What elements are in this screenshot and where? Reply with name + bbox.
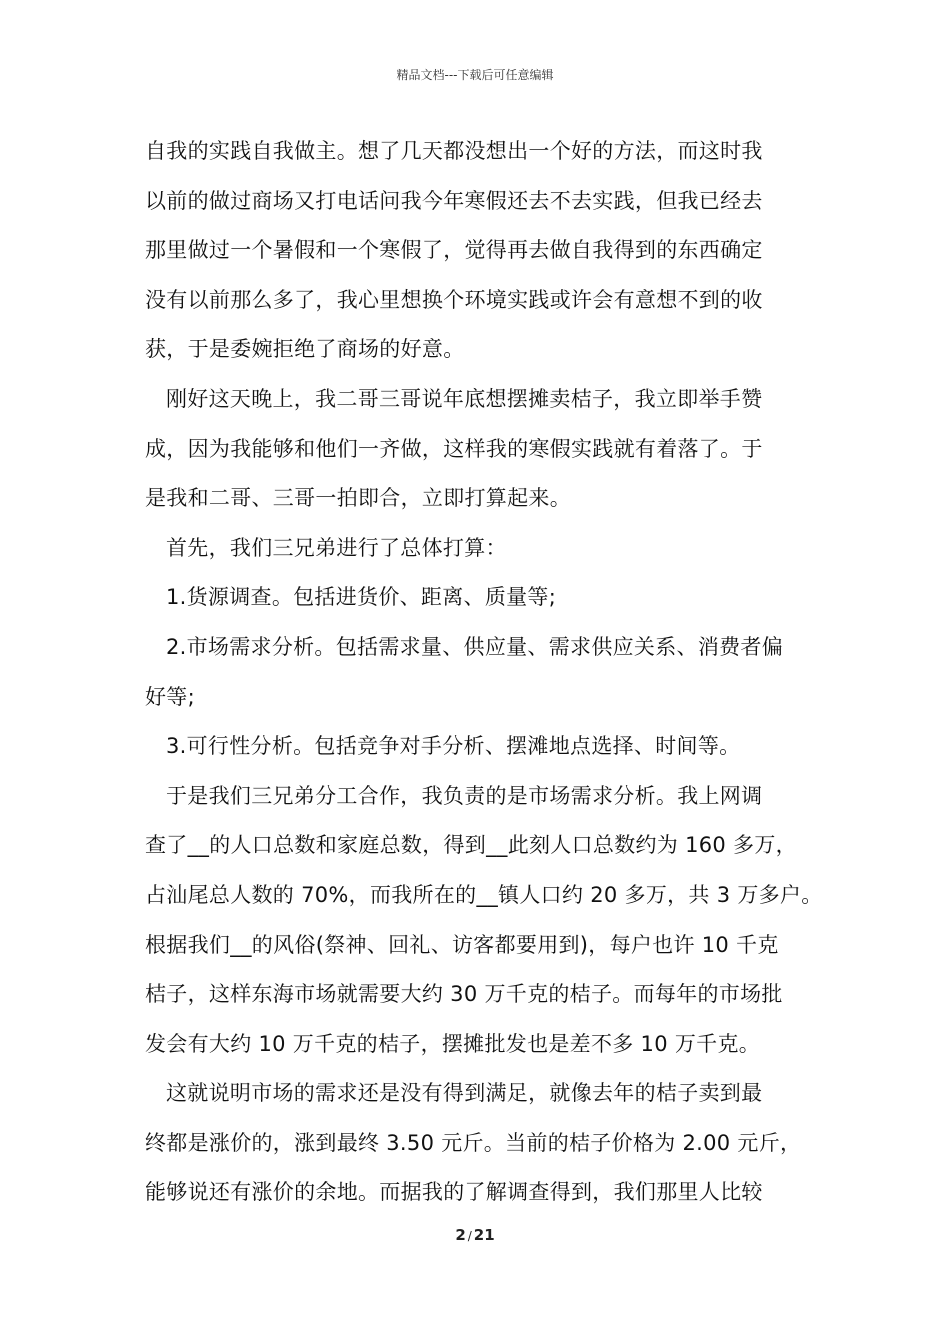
text-line: 这就说明市场的需求还是没有得到满足，就像去年的桔子卖到最 [166, 1081, 763, 1106]
text-line: 好等; [145, 684, 195, 709]
text-line: 于是我们三兄弟分工合作，我负责的是市场需求分析。我上网调 [166, 783, 763, 808]
text-line: 没有以前那么多了，我心里想换个环境实践或许会有意想不到的收 [145, 287, 763, 312]
text-line: 3.可行性分析。包括竞争对手分析、摆滩地点选择、时间等。 [166, 734, 741, 759]
text-line: 终都是涨价的，涨到最终 3.50 元斤。当前的桔子价格为 2.00 元斤， [145, 1130, 802, 1155]
text-line: 首先，我们三兄弟进行了总体打算： [166, 535, 507, 560]
text-line: 获，于是委婉拒绝了商场的好意。 [145, 337, 465, 362]
page-header: 精品文档---下载后可任意编辑 [396, 68, 554, 82]
page-number [0, 1226, 950, 1244]
text-line: 那里做过一个暑假和一个寒假了，觉得再去做自我得到的东西确定 [145, 238, 763, 263]
text-line: 是我和二哥、三哥一拍即合，立即打算起来。 [145, 486, 571, 511]
text-line: 发会有大约 10 万千克的桔子，摆摊批发也是差不多 10 万千克。 [145, 1031, 761, 1056]
text-line: 根据我们__的风俗(祭神、回礼、访客都要用到)，每户也许 10 千克 [145, 932, 779, 957]
text-line: 桔子，这样东海市场就需要大约 30 万千克的桔子。而每年的市场批 [145, 982, 783, 1007]
text-line: 刚好这天晚上，我二哥三哥说年底想摆摊卖桔子，我立即举手赞 [166, 386, 763, 411]
text-line: 以前的做过商场又打电话问我今年寒假还去不去实践，但我已经去 [145, 188, 763, 213]
text-line: 1.货源调查。包括进货价、距离、质量等; [166, 585, 557, 610]
text-line: 占汕尾总人数的 70%，而我所在的__镇人口约 20 多万，共 3 万多户。 [145, 882, 823, 907]
text-line: 成，因为我能够和他们一齐做，这样我的寒假实践就有着落了。于 [145, 436, 763, 461]
text-line: 2.市场需求分析。包括需求量、供应量、需求供应关系、消费者偏 [166, 634, 784, 659]
text-line: 查了__的人口总数和家庭总数，得到__此刻人口总数约为 160 多万， [145, 833, 797, 858]
text-line: 自我的实践自我做主。想了几天都没想出一个好的方法，而这时我 [145, 139, 763, 163]
total-pages: 21 [473, 1226, 495, 1244]
text-line: 能够说还有涨价的余地。而据我的了解调查得到，我们那里人比较 [145, 1180, 763, 1205]
current-page: 2 [455, 1226, 466, 1244]
body-text [145, 127, 825, 1218]
page-separator: / [467, 1229, 472, 1243]
